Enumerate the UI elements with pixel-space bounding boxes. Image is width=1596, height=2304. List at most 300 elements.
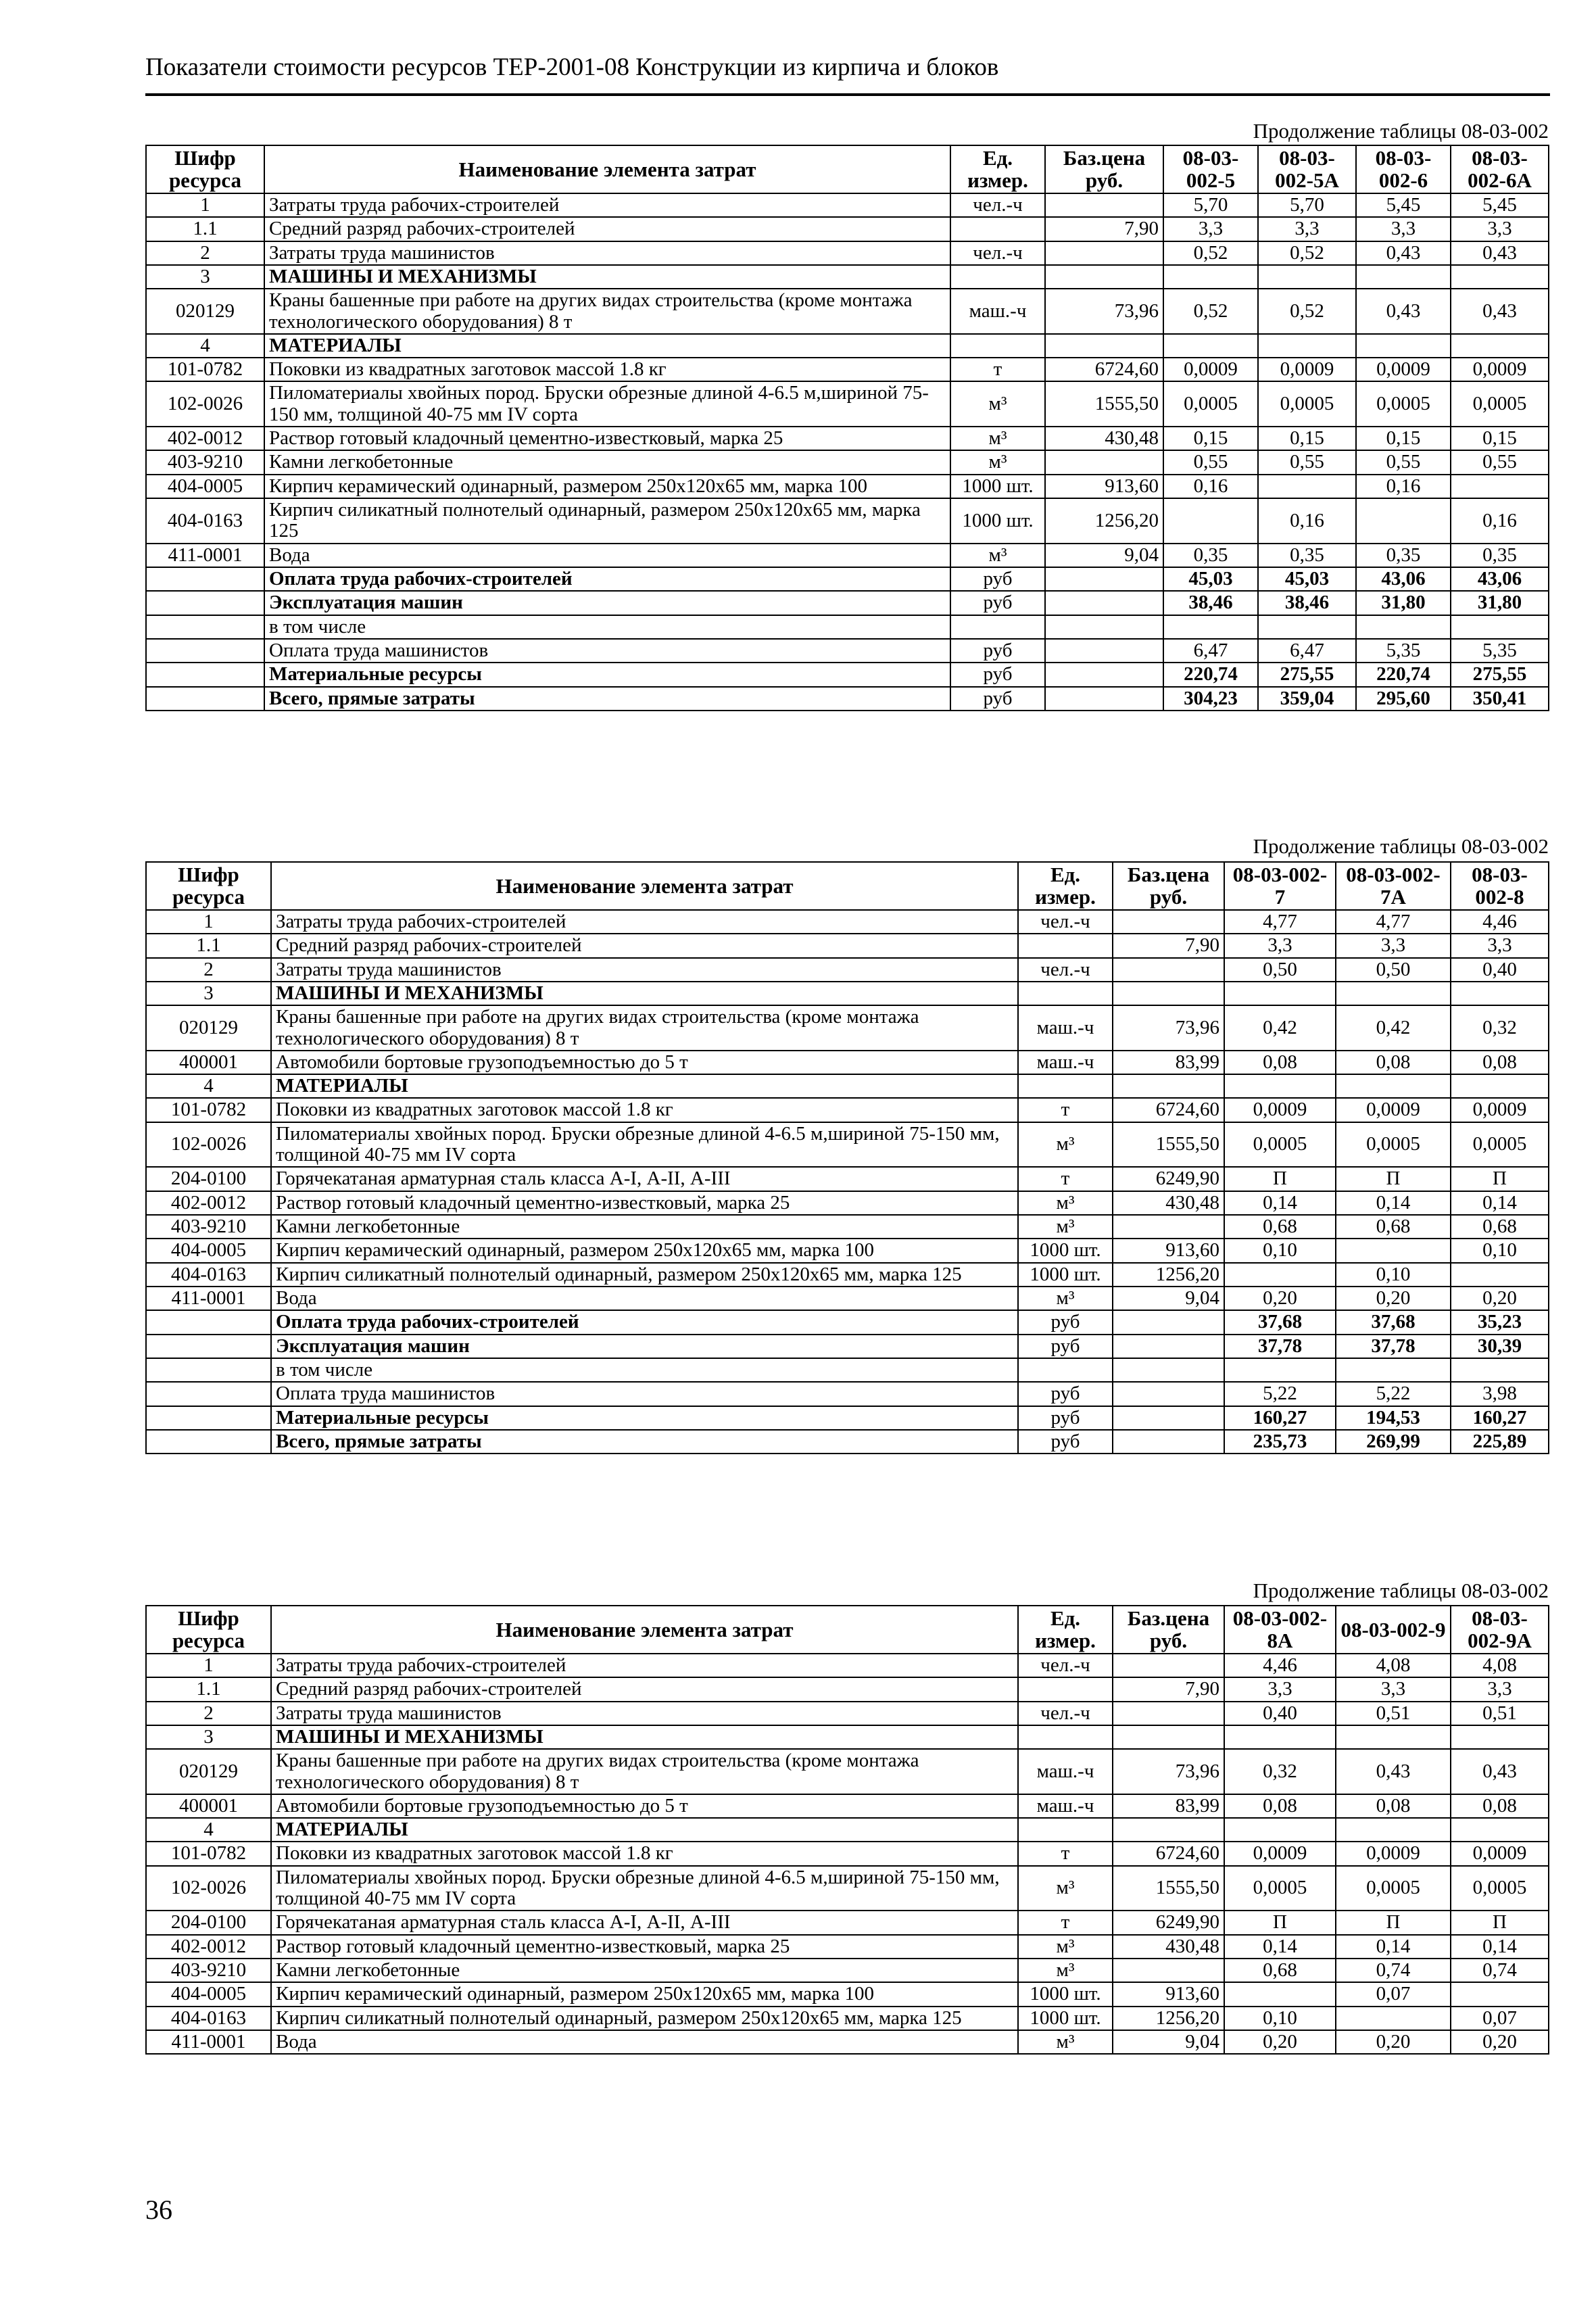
cell-unit: м³ bbox=[1018, 1122, 1113, 1168]
table-row bbox=[146, 1335, 1549, 1358]
cell-name: Раствор готовый кладочный цементно-известковый, марка 25 bbox=[271, 1191, 1018, 1215]
cell-value: 194,53 bbox=[1336, 1406, 1451, 1430]
cell-value: 0,20 bbox=[1224, 2030, 1336, 2054]
cell-value bbox=[1336, 1239, 1451, 1262]
cell-value: 0,10 bbox=[1451, 1239, 1549, 1262]
cell-value: 43,06 bbox=[1451, 567, 1549, 591]
cell-name: Кирпич керамический одинарный, размером 250х120х65 мм, марка 100 bbox=[264, 475, 950, 498]
table-row bbox=[146, 1725, 1549, 1749]
column-header: Шифр ресурса bbox=[146, 862, 271, 910]
cell-value: 5,45 bbox=[1451, 193, 1549, 217]
table-row bbox=[146, 1191, 1549, 1215]
cell-value: 304,23 bbox=[1163, 687, 1258, 711]
cell-name: Пиломатериалы хвойных пород. Бруски обрезные длиной 4-6.5 м,шириной 75-150 мм, толщиной 40-75 мм IV сорта bbox=[271, 1866, 1018, 1911]
table-row bbox=[146, 358, 1549, 381]
cell-price bbox=[1045, 334, 1163, 358]
column-header: 08-03-002-9А bbox=[1451, 1606, 1549, 1654]
cell-value: П bbox=[1224, 1911, 1336, 1934]
cell-name: Камни легкобетонные bbox=[271, 1959, 1018, 1982]
cell-value: 35,23 bbox=[1451, 1310, 1549, 1334]
cell-value: П bbox=[1451, 1167, 1549, 1191]
cell-value: 0,52 bbox=[1258, 241, 1356, 265]
cell-price bbox=[1113, 1818, 1224, 1842]
cell-value: 45,03 bbox=[1163, 567, 1258, 591]
cell-value: 4,46 bbox=[1224, 1654, 1336, 1677]
cell-value: 0,35 bbox=[1163, 544, 1258, 567]
cell-name: Затраты труда рабочих-строителей bbox=[271, 1654, 1018, 1677]
table-row bbox=[146, 663, 1549, 686]
cell-code: 404-0163 bbox=[146, 2007, 271, 2030]
cell-price: 913,60 bbox=[1113, 1982, 1224, 2006]
table-row bbox=[146, 1842, 1549, 1865]
cell-name: Материальные ресурсы bbox=[264, 663, 950, 686]
cell-unit: чел.-ч bbox=[1018, 1654, 1113, 1677]
cell-value: 275,55 bbox=[1258, 663, 1356, 686]
cell-value: 0,08 bbox=[1224, 1794, 1336, 1818]
cell-code: 101-0782 bbox=[146, 1098, 271, 1122]
cell-name: Средний разряд рабочих-строителей bbox=[271, 934, 1018, 957]
cell-price: 83,99 bbox=[1113, 1794, 1224, 1818]
table-row bbox=[146, 1935, 1549, 1959]
cell-value: 5,22 bbox=[1336, 1382, 1451, 1406]
cell-value: 0,20 bbox=[1451, 1287, 1549, 1310]
cell-value: 0,50 bbox=[1224, 958, 1336, 982]
cell-code: 020129 bbox=[146, 289, 264, 334]
cell-value bbox=[1258, 615, 1356, 639]
cell-value: 0,20 bbox=[1224, 1287, 1336, 1310]
cell-value: 0,14 bbox=[1224, 1191, 1336, 1215]
cell-value: 0,52 bbox=[1163, 289, 1258, 334]
cell-name: Краны башенные при работе на других видах строительства (кроме монтажа технологического оборудования) 8 т bbox=[271, 1005, 1018, 1051]
cell-unit: м³ bbox=[1018, 1215, 1113, 1239]
table-row bbox=[146, 1818, 1549, 1842]
cell-unit: м³ bbox=[950, 381, 1045, 427]
cell-price bbox=[1113, 1215, 1224, 1239]
cell-name: Кирпич керамический одинарный, размером 250х120х65 мм, марка 100 bbox=[271, 1982, 1018, 2006]
cell-code: 411-0001 bbox=[146, 544, 264, 567]
cell-unit: маш.-ч bbox=[950, 289, 1045, 334]
table-row bbox=[146, 427, 1549, 450]
table-row bbox=[146, 1074, 1549, 1098]
table-row bbox=[146, 1794, 1549, 1818]
cell-unit: т bbox=[1018, 1911, 1113, 1934]
cell-code: 1 bbox=[146, 1654, 271, 1677]
cell-value: 0,10 bbox=[1336, 1263, 1451, 1287]
column-header: Шифр ресурса bbox=[146, 1606, 271, 1654]
cell-value: 3,3 bbox=[1224, 1677, 1336, 1701]
cell-value bbox=[1451, 1263, 1549, 1287]
cell-code bbox=[146, 1310, 271, 1334]
cell-code: 3 bbox=[146, 982, 271, 1005]
cell-code: 020129 bbox=[146, 1005, 271, 1051]
cell-value: 4,77 bbox=[1336, 910, 1451, 934]
header-row bbox=[146, 145, 1549, 193]
cell-code: 403-9210 bbox=[146, 1215, 271, 1239]
cell-unit: чел.-ч bbox=[950, 241, 1045, 265]
cell-code: 404-0163 bbox=[146, 498, 264, 544]
cell-code: 101-0782 bbox=[146, 358, 264, 381]
cell-name: Вода bbox=[264, 544, 950, 567]
cell-value bbox=[1163, 334, 1258, 358]
cell-value: 0,15 bbox=[1451, 427, 1549, 450]
cell-value: 0,0009 bbox=[1336, 1098, 1451, 1122]
cell-unit: руб bbox=[950, 687, 1045, 711]
table-row bbox=[146, 1215, 1549, 1239]
cell-name: МАТЕРИАЛЫ bbox=[271, 1074, 1018, 1098]
cell-name: Пиломатериалы хвойных пород. Бруски обрезные длиной 4-6.5 м,шириной 75-150 мм, толщиной 40-75 мм IV сорта bbox=[264, 381, 950, 427]
cell-price: 1555,50 bbox=[1045, 381, 1163, 427]
cell-unit: маш.-ч bbox=[1018, 1749, 1113, 1794]
cell-code bbox=[146, 591, 264, 615]
cell-value: 5,70 bbox=[1163, 193, 1258, 217]
table-row bbox=[146, 544, 1549, 567]
cell-unit: руб bbox=[950, 591, 1045, 615]
cell-value: 220,74 bbox=[1356, 663, 1451, 686]
cell-name: Поковки из квадратных заготовок массой 1.8 кг bbox=[264, 358, 950, 381]
table-row bbox=[146, 1051, 1549, 1074]
cell-name: Краны башенные при работе на других видах строительства (кроме монтажа технологического оборудования) 8 т bbox=[264, 289, 950, 334]
cell-value: 0,0005 bbox=[1258, 381, 1356, 427]
cell-price bbox=[1113, 910, 1224, 934]
cell-value: 6,47 bbox=[1163, 639, 1258, 663]
cell-value: 359,04 bbox=[1258, 687, 1356, 711]
cell-value: 3,3 bbox=[1451, 934, 1549, 957]
cell-value: 0,0005 bbox=[1451, 1122, 1549, 1168]
cell-unit: т bbox=[950, 358, 1045, 381]
cell-value: 30,39 bbox=[1451, 1335, 1549, 1358]
cell-name: МАТЕРИАЛЫ bbox=[264, 334, 950, 358]
cell-value: 5,35 bbox=[1356, 639, 1451, 663]
cell-value: 0,16 bbox=[1258, 498, 1356, 544]
column-header: 08-03-002-9 bbox=[1336, 1606, 1451, 1654]
cell-value: 0,40 bbox=[1451, 958, 1549, 982]
cell-value bbox=[1336, 1725, 1451, 1749]
cell-value bbox=[1451, 475, 1549, 498]
cell-price bbox=[1045, 241, 1163, 265]
column-header: Ед. измер. bbox=[950, 145, 1045, 193]
column-header: 08-03-002-7 bbox=[1224, 862, 1336, 910]
column-header: Ед. измер. bbox=[1018, 862, 1113, 910]
cell-value: 0,0009 bbox=[1451, 1842, 1549, 1865]
cell-unit: руб bbox=[950, 663, 1045, 686]
cell-unit: 1000 шт. bbox=[950, 475, 1045, 498]
cell-value: 3,3 bbox=[1258, 217, 1356, 241]
cell-unit: руб bbox=[1018, 1430, 1113, 1454]
cell-value: 0,0009 bbox=[1224, 1098, 1336, 1122]
cell-code: 400001 bbox=[146, 1794, 271, 1818]
table-row bbox=[146, 1167, 1549, 1191]
column-header: Наименование элемента затрат bbox=[264, 145, 950, 193]
cell-code: 4 bbox=[146, 1074, 271, 1098]
cell-code bbox=[146, 687, 264, 711]
cell-value: 0,55 bbox=[1356, 450, 1451, 474]
cell-value bbox=[1336, 1358, 1451, 1382]
cell-unit: м³ bbox=[1018, 1191, 1113, 1215]
cell-price: 6249,90 bbox=[1113, 1911, 1224, 1934]
cell-code bbox=[146, 1335, 271, 1358]
cell-name: Автомобили бортовые грузоподъемностью до 5 т bbox=[271, 1051, 1018, 1074]
table-row bbox=[146, 1122, 1549, 1168]
cell-price bbox=[1113, 1310, 1224, 1334]
table-row bbox=[146, 1911, 1549, 1934]
cell-value: 350,41 bbox=[1451, 687, 1549, 711]
cell-value: 225,89 bbox=[1451, 1430, 1549, 1454]
cell-price: 6724,60 bbox=[1045, 358, 1163, 381]
cell-value: 0,0005 bbox=[1336, 1866, 1451, 1911]
cell-value bbox=[1224, 1818, 1336, 1842]
cell-value: 0,35 bbox=[1451, 544, 1549, 567]
cell-value bbox=[1451, 265, 1549, 289]
cell-price: 83,99 bbox=[1113, 1051, 1224, 1074]
cell-code bbox=[146, 639, 264, 663]
table-row bbox=[146, 241, 1549, 265]
cell-unit: 1000 шт. bbox=[1018, 1239, 1113, 1262]
cell-unit: чел.-ч bbox=[1018, 958, 1113, 982]
cell-price: 1555,50 bbox=[1113, 1866, 1224, 1911]
cell-price: 7,90 bbox=[1113, 1677, 1224, 1701]
cell-value bbox=[1224, 1358, 1336, 1382]
cell-value: 0,68 bbox=[1224, 1215, 1336, 1239]
cell-value: П bbox=[1224, 1167, 1336, 1191]
table-row bbox=[146, 910, 1549, 934]
cell-value: 0,35 bbox=[1356, 544, 1451, 567]
cell-name: Оплата труда машинистов bbox=[264, 639, 950, 663]
cell-code bbox=[146, 567, 264, 591]
cell-value: 0,55 bbox=[1258, 450, 1356, 474]
cell-code bbox=[146, 1406, 271, 1430]
cell-price: 1555,50 bbox=[1113, 1122, 1224, 1168]
cell-price bbox=[1045, 450, 1163, 474]
cell-value bbox=[1163, 615, 1258, 639]
cell-price: 6724,60 bbox=[1113, 1098, 1224, 1122]
cell-value: 0,35 bbox=[1258, 544, 1356, 567]
cell-value: 0,40 bbox=[1224, 1702, 1336, 1725]
cell-price: 1256,20 bbox=[1113, 2007, 1224, 2030]
cell-value: 0,68 bbox=[1451, 1215, 1549, 1239]
cell-code: 402-0012 bbox=[146, 1191, 271, 1215]
cell-value: 3,3 bbox=[1336, 1677, 1451, 1701]
table-row bbox=[146, 1098, 1549, 1122]
cell-unit bbox=[1018, 1818, 1113, 1842]
cell-unit bbox=[950, 265, 1045, 289]
cell-value: 3,3 bbox=[1224, 934, 1336, 957]
cell-value: 0,68 bbox=[1336, 1215, 1451, 1239]
cell-value: 0,20 bbox=[1336, 1287, 1451, 1310]
cell-value: 37,78 bbox=[1224, 1335, 1336, 1358]
cell-value: 5,70 bbox=[1258, 193, 1356, 217]
cell-value: 31,80 bbox=[1451, 591, 1549, 615]
table-row bbox=[146, 1263, 1549, 1287]
table-row bbox=[146, 289, 1549, 334]
cell-unit: 1000 шт. bbox=[1018, 1263, 1113, 1287]
cell-code bbox=[146, 1430, 271, 1454]
cell-value: 0,14 bbox=[1336, 1191, 1451, 1215]
cell-value: 0,0005 bbox=[1451, 381, 1549, 427]
cell-code: 1 bbox=[146, 193, 264, 217]
table-row bbox=[146, 193, 1549, 217]
cell-value bbox=[1336, 1074, 1451, 1098]
cell-value: 4,46 bbox=[1451, 910, 1549, 934]
cell-value: 0,32 bbox=[1224, 1749, 1336, 1794]
cell-value: 38,46 bbox=[1258, 591, 1356, 615]
column-header: Наименование элемента затрат bbox=[271, 1606, 1018, 1654]
cell-value bbox=[1451, 1982, 1549, 2006]
cell-price bbox=[1113, 1702, 1224, 1725]
table-row bbox=[146, 1866, 1549, 1911]
cell-code bbox=[146, 1358, 271, 1382]
table-row bbox=[146, 982, 1549, 1005]
cell-value: 4,08 bbox=[1336, 1654, 1451, 1677]
cell-code: 1.1 bbox=[146, 217, 264, 241]
table-row bbox=[146, 591, 1549, 615]
cell-code: 101-0782 bbox=[146, 1842, 271, 1865]
cell-price: 73,96 bbox=[1113, 1749, 1224, 1794]
table-row bbox=[146, 498, 1549, 544]
cell-value: 3,3 bbox=[1451, 217, 1549, 241]
cell-value: 0,55 bbox=[1163, 450, 1258, 474]
cell-unit: м³ bbox=[1018, 1959, 1113, 1982]
cell-unit: м³ bbox=[950, 544, 1045, 567]
cell-price: 1256,20 bbox=[1045, 498, 1163, 544]
cell-price bbox=[1113, 1382, 1224, 1406]
cell-code: 403-9210 bbox=[146, 450, 264, 474]
header-rule bbox=[145, 93, 1550, 96]
cell-price bbox=[1113, 982, 1224, 1005]
cell-value: 37,68 bbox=[1224, 1310, 1336, 1334]
cell-unit: чел.-ч bbox=[950, 193, 1045, 217]
cell-value: 3,3 bbox=[1336, 934, 1451, 957]
cell-value: 160,27 bbox=[1224, 1406, 1336, 1430]
cell-value: 0,08 bbox=[1451, 1051, 1549, 1074]
cell-price bbox=[1113, 958, 1224, 982]
table-2-caption: Продолжение таблицы 08-03-002 bbox=[1253, 834, 1549, 858]
cell-value bbox=[1356, 334, 1451, 358]
cell-value bbox=[1356, 498, 1451, 544]
table-row bbox=[146, 1654, 1549, 1677]
table-row bbox=[146, 687, 1549, 711]
cell-unit: руб bbox=[1018, 1382, 1113, 1406]
table-row bbox=[146, 639, 1549, 663]
cell-value bbox=[1451, 1074, 1549, 1098]
cell-value: 0,08 bbox=[1336, 1794, 1451, 1818]
cell-code: 404-0005 bbox=[146, 1982, 271, 2006]
table-row bbox=[146, 567, 1549, 591]
cell-unit bbox=[1018, 982, 1113, 1005]
cell-unit: м³ bbox=[950, 427, 1045, 450]
cell-price bbox=[1113, 1654, 1224, 1677]
cell-unit: маш.-ч bbox=[1018, 1005, 1113, 1051]
cell-name: Раствор готовый кладочный цементно-известковый, марка 25 bbox=[264, 427, 950, 450]
cell-value: 220,74 bbox=[1163, 663, 1258, 686]
cell-name: Кирпич силикатный полнотелый одинарный, размером 250х120х65 мм, марка 125 bbox=[271, 2007, 1018, 2030]
cell-unit bbox=[950, 615, 1045, 639]
cell-unit bbox=[1018, 934, 1113, 957]
cell-name: в том числе bbox=[264, 615, 950, 639]
cell-value: 0,50 bbox=[1336, 958, 1451, 982]
cell-value: 0,15 bbox=[1258, 427, 1356, 450]
cell-price: 430,48 bbox=[1113, 1191, 1224, 1215]
cell-value: 0,43 bbox=[1451, 289, 1549, 334]
cell-value: 0,16 bbox=[1356, 475, 1451, 498]
cell-code: 411-0001 bbox=[146, 1287, 271, 1310]
table-row bbox=[146, 1287, 1549, 1310]
cell-value: 0,0009 bbox=[1356, 358, 1451, 381]
column-header: Наименование элемента затрат bbox=[271, 862, 1018, 910]
table-row bbox=[146, 1677, 1549, 1701]
cell-value bbox=[1451, 1358, 1549, 1382]
cell-price bbox=[1045, 591, 1163, 615]
column-header: 08-03-002-5А bbox=[1258, 145, 1356, 193]
cell-price bbox=[1045, 193, 1163, 217]
cell-value: П bbox=[1451, 1911, 1549, 1934]
cell-code: 204-0100 bbox=[146, 1167, 271, 1191]
cell-code bbox=[146, 1382, 271, 1406]
table-row bbox=[146, 265, 1549, 289]
cell-name: Оплата труда рабочих-строителей bbox=[271, 1310, 1018, 1334]
cell-price: 7,90 bbox=[1045, 217, 1163, 241]
cell-code: 4 bbox=[146, 334, 264, 358]
cell-unit: руб bbox=[950, 639, 1045, 663]
column-header: Ед. измер. bbox=[1018, 1606, 1113, 1654]
cell-value: 6,47 bbox=[1258, 639, 1356, 663]
cell-unit: маш.-ч bbox=[1018, 1051, 1113, 1074]
cell-price bbox=[1113, 1725, 1224, 1749]
cell-price: 9,04 bbox=[1113, 1287, 1224, 1310]
table-row bbox=[146, 2007, 1549, 2030]
column-header: Шифр ресурса bbox=[146, 145, 264, 193]
table-row bbox=[146, 450, 1549, 474]
cell-value: 0,74 bbox=[1336, 1959, 1451, 1982]
cell-name: Горячекатаная арматурная сталь класса А-I, А-II, А-III bbox=[271, 1167, 1018, 1191]
cell-name: Вода bbox=[271, 2030, 1018, 2054]
cell-code bbox=[146, 663, 264, 686]
cell-value: 0,08 bbox=[1451, 1794, 1549, 1818]
column-header: Баз.цена руб. bbox=[1113, 862, 1224, 910]
cell-value: 37,78 bbox=[1336, 1335, 1451, 1358]
column-header: 08-03-002-6 bbox=[1356, 145, 1451, 193]
cell-price bbox=[1113, 1074, 1224, 1098]
cell-code: 2 bbox=[146, 241, 264, 265]
cell-value bbox=[1451, 615, 1549, 639]
cell-value bbox=[1224, 982, 1336, 1005]
cell-code: 3 bbox=[146, 265, 264, 289]
cell-code: 400001 bbox=[146, 1051, 271, 1074]
cell-value bbox=[1451, 1725, 1549, 1749]
column-header: 08-03-002-8А bbox=[1224, 1606, 1336, 1654]
cell-value: 0,08 bbox=[1224, 1051, 1336, 1074]
cell-value: 38,46 bbox=[1163, 591, 1258, 615]
cell-value bbox=[1224, 1725, 1336, 1749]
cell-code: 2 bbox=[146, 1702, 271, 1725]
column-header: Баз.цена руб. bbox=[1045, 145, 1163, 193]
cell-value bbox=[1356, 265, 1451, 289]
cell-name: Всего, прямые затраты bbox=[271, 1430, 1018, 1454]
cell-unit: маш.-ч bbox=[1018, 1794, 1113, 1818]
cell-code: 402-0012 bbox=[146, 1935, 271, 1959]
table-row bbox=[146, 381, 1549, 427]
cell-unit: руб bbox=[1018, 1335, 1113, 1358]
cell-value: 3,98 bbox=[1451, 1382, 1549, 1406]
column-header: Баз.цена руб. bbox=[1113, 1606, 1224, 1654]
resource-table-3 bbox=[145, 1605, 1549, 2055]
cell-value: 3,3 bbox=[1451, 1677, 1549, 1701]
cell-price: 6724,60 bbox=[1113, 1842, 1224, 1865]
cell-value bbox=[1258, 265, 1356, 289]
cell-value: 0,14 bbox=[1451, 1191, 1549, 1215]
cell-name: Поковки из квадратных заготовок массой 1.8 кг bbox=[271, 1842, 1018, 1865]
cell-unit: руб bbox=[1018, 1406, 1113, 1430]
cell-value: 0,0005 bbox=[1163, 381, 1258, 427]
